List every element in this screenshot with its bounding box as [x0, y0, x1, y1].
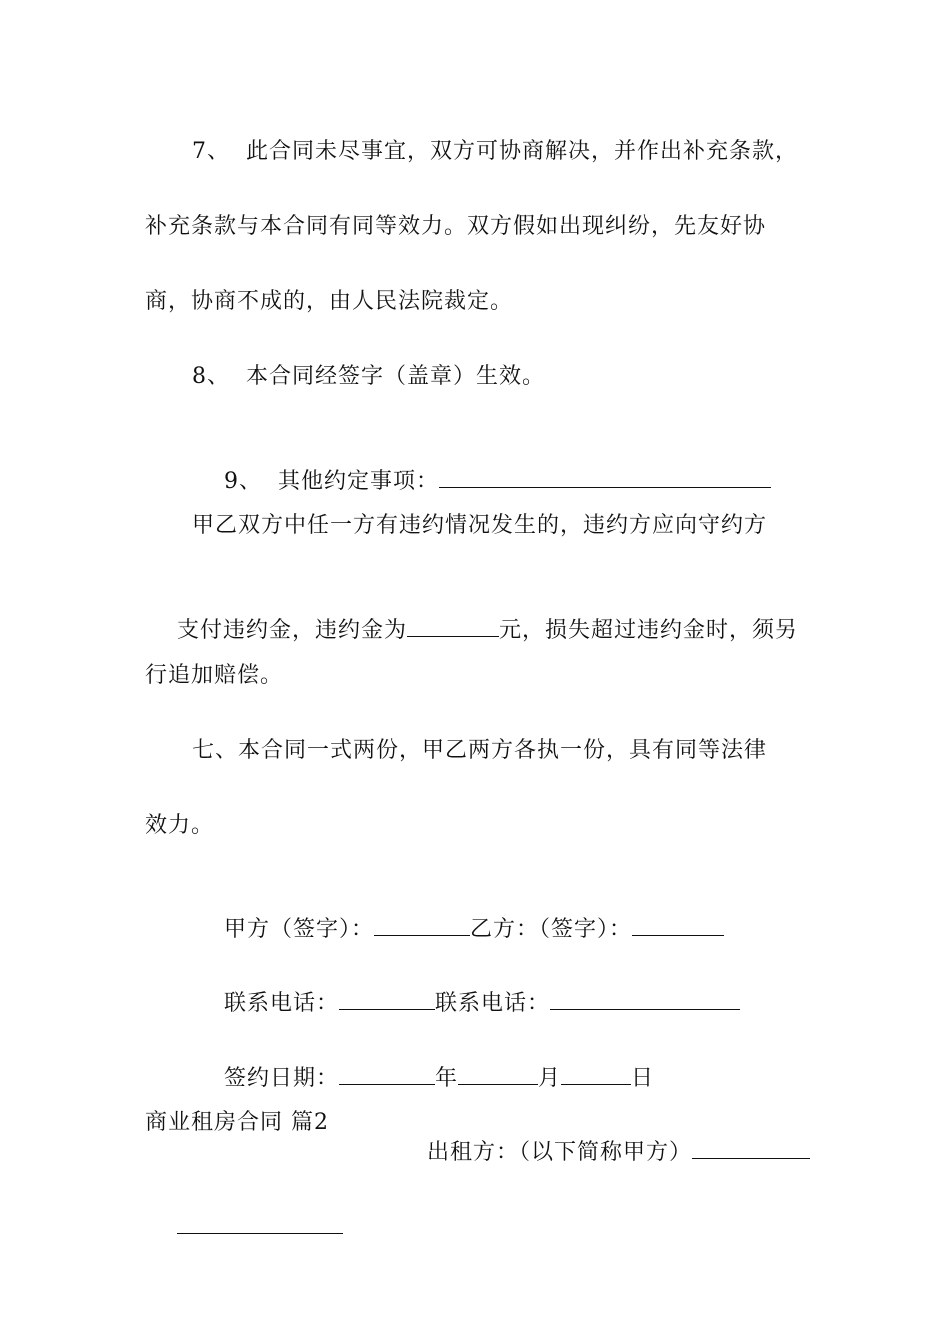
sign-date-label: 签约日期： — [223, 1066, 339, 1091]
penalty-text-a: 支付违约金，违约金为 — [176, 618, 407, 643]
party-a-sign-label: 甲方（签字）： — [223, 917, 374, 942]
day-blank — [561, 1064, 631, 1085]
penalty-text-b: 元，损失超过违约金时，须另 — [499, 618, 799, 643]
penalty-line-3: 行追加赔偿。 — [145, 663, 284, 688]
party-b-sign-blank — [632, 915, 724, 936]
month-label: 月 — [538, 1066, 562, 1091]
year-label: 年 — [435, 1066, 459, 1091]
month-blank — [458, 1064, 538, 1085]
party-b-sign-label: 乙方：（签字）： — [470, 917, 633, 942]
party-a-sign-blank — [374, 915, 470, 936]
lessor-label: 出租方：（以下简称甲方） — [426, 1140, 692, 1165]
penalty-amount-blank — [407, 616, 499, 637]
phone-a-blank — [339, 989, 435, 1010]
clause-seven-line-1: 七、本合同一式两份，甲乙两方各执一份，具有同等法律 — [192, 738, 768, 763]
lessor-line — [395, 1108, 810, 1198]
other-terms-blank — [439, 467, 771, 488]
clause-7-line-1: 7、 此合同未尽事宜，双方可协商解决，并作出补充条款， — [192, 139, 798, 164]
contract-2-heading: 商业租房合同 篇2 — [145, 1110, 329, 1135]
penalty-line-1: 甲乙双方中任一方有违约情况发生的，违约方应向守约方 — [192, 513, 768, 538]
clause-9-label: 9、 其他约定事项： — [223, 469, 439, 494]
clause-7-line-2: 补充条款与本合同有同等效力。双方假如出现纠纷，先友好协 — [145, 214, 767, 239]
clause-7-line-3: 商，协商不成的，由人民法院裁定。 — [145, 289, 514, 314]
lessor-blank — [692, 1138, 810, 1159]
clause-seven-line-2: 效力。 — [145, 813, 215, 838]
lessor-blank-continued — [177, 1213, 343, 1234]
phone-b-blank — [550, 989, 740, 1010]
phone-a-label: 联系电话： — [223, 991, 339, 1016]
phone-b-label: 联系电话： — [435, 991, 551, 1016]
day-label: 日 — [631, 1066, 655, 1091]
year-blank — [339, 1064, 435, 1085]
clause-8: 8、 本合同经签字（盖章）生效。 — [192, 364, 545, 389]
continuation-line — [145, 1183, 343, 1273]
